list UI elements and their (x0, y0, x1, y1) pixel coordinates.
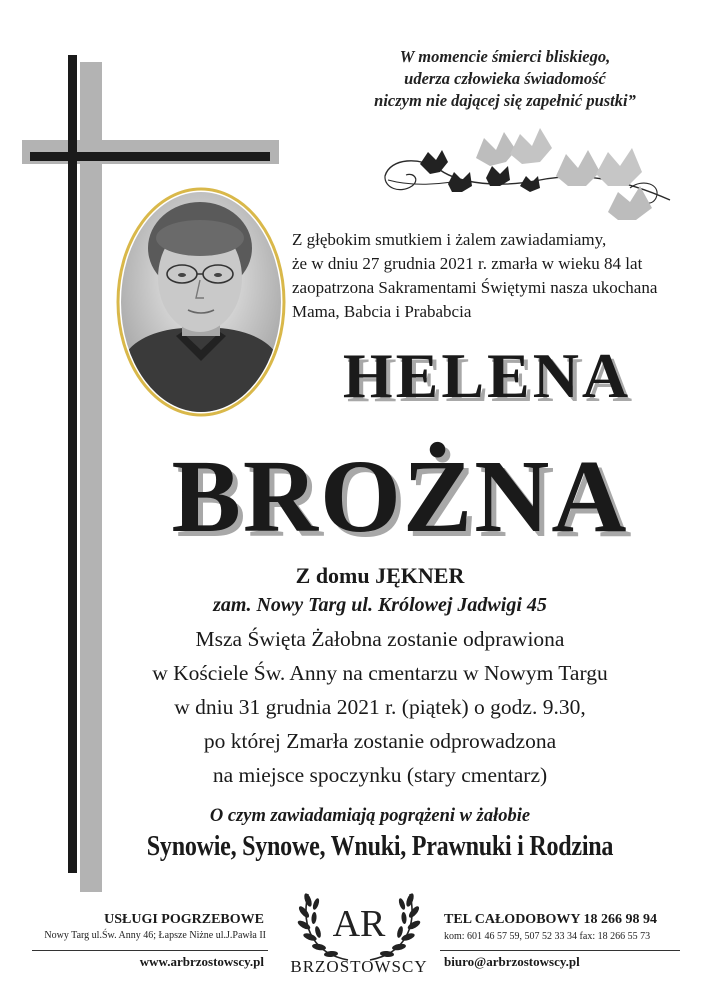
logo-name: BRZOSTOWSCY (290, 957, 428, 976)
maiden-name: Z domu JĘKNER (295, 563, 465, 588)
deceased-first-name: HELENA (342, 340, 632, 411)
deceased-last-name: BROŻNA (171, 439, 629, 554)
announcement-intro (292, 228, 692, 324)
funeral-service-title: USŁUGI POGRZEBOWE (104, 912, 264, 927)
intro-line: zaopatrzona Sakramentami Świętymi nasza ukochana (292, 278, 658, 297)
footer-divider-right (440, 950, 680, 951)
intro-line: Z głębokim smutkiem i żalem zawiadamiamy, (292, 230, 607, 249)
portrait-photo (116, 186, 286, 418)
intro-line: że w dniu 27 grudnia 2021 r. zmarła w wieku 84 lat (292, 254, 643, 273)
quote-line: W momencie śmierci bliskiego, (399, 47, 611, 66)
residence-address: zam. Nowy Targ ul. Królowej Jadwigi 45 (213, 594, 547, 616)
mass-line: w dniu 31 grudnia 2021 r. (piątek) o godz. 9.30, (174, 695, 586, 719)
intro-line: Mama, Babcia i Prababcia (292, 302, 472, 321)
funeral-service-address: Nowy Targ ul.Św. Anny 46; Łapsze Niżne ul.J.Pawła II (44, 930, 266, 941)
mass-line: Msza Święta Żałobna zostanie odprawiona (195, 627, 565, 651)
email-link[interactable]: biuro@arbrzostowscy.pl (444, 954, 580, 969)
mass-line: w Kościele Św. Anny na cmentarzu w Nowym Targu (152, 661, 608, 685)
mass-line: na miejsce spoczynku (stary cmentarz) (212, 763, 548, 787)
mass-line: po której Zmarła zostanie odprowadzona (203, 729, 557, 753)
cross-bar (30, 152, 270, 161)
quote-line: uderza człowieka świadomość (404, 69, 606, 88)
mourners-intro: O czym zawiadamiają pogrążeni w żałobie (209, 806, 531, 826)
footer-divider-left (32, 950, 268, 951)
website-link[interactable]: www.arbrzostowscy.pl (139, 954, 264, 969)
quote-line: niczym nie dającej się zapełnić pustki” (374, 91, 636, 110)
logo-initials: AR (332, 903, 386, 945)
phone-24h: TEL CAŁODOBOWY 18 266 98 94 (444, 912, 658, 927)
mourners-list: Synowie, Synowe, Wnuki, Prawnuki i Rodzina (146, 831, 614, 862)
phone-numbers: kom: 601 46 57 59, 507 52 33 34 fax: 18 266 55 73 (444, 931, 651, 942)
funeral-mass-details (90, 622, 670, 792)
cross-icon (68, 55, 77, 873)
grapevine-ornament-icon (380, 128, 682, 223)
quote (330, 46, 680, 112)
